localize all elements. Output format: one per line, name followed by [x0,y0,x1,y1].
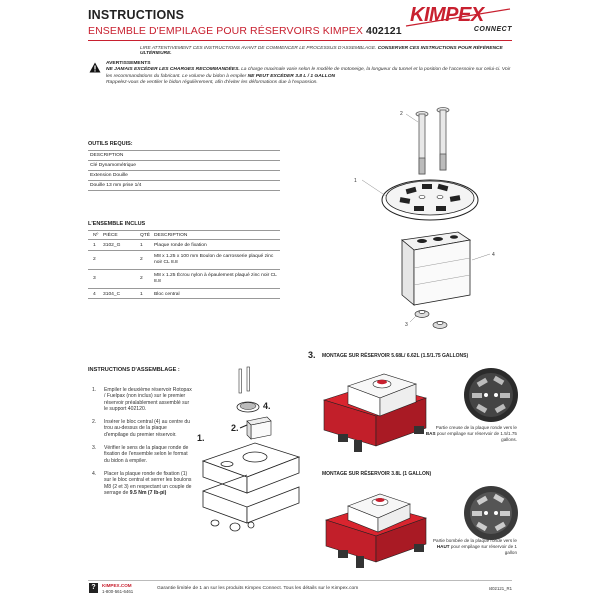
caption-text: Partie creuse de la plaque ronde vers le [435,425,517,430]
table-row [88,288,280,299]
page-subtitle [88,25,402,37]
large-caption [425,425,517,443]
step-text-plain: Placer la plaque ronde de fixation (1) sur le bloc central et serrer les boulons M8 (2 et 3) en respectant un couple de serrage de [104,470,192,496]
footer-site[interactable]: KIMPEX.COM [102,583,132,588]
assembly-step [92,445,192,464]
fig-label-1: 1. [197,433,205,443]
step-text: Vérifier le sens de la plaque ronde de fixation de l'ensemble selon le format du bidon à empiler. [104,445,189,464]
small-tank-diagram [322,482,432,572]
subtitle-text: ENSEMBLE D'EMPILAGE POUR RÉSERVOIRS KIMPEX [88,25,364,37]
warning-bold-1: NE JAMAIS EXCÉDER LES CHARGES RECOMMANDÉES. [106,67,240,73]
kit-cell: 1 [93,243,96,248]
kit-cell: 1 [140,292,143,297]
part-number: 402121 [366,25,402,37]
kit-col-part: PIÈCE [103,233,118,238]
callout-1: 1 [354,178,357,184]
large-tank-diagram [318,364,438,458]
assembly-step [92,419,192,438]
kit-col-desc: DESCRIPTION [154,233,188,238]
kit-cell: Bloc central [154,292,180,297]
fig-label-2: 2. [231,423,239,433]
caption-text: Partie bombée de la plaque ronde vers le [432,538,517,543]
header-divider [88,40,512,41]
intro-text [140,46,515,56]
step-number: 1. [92,387,97,393]
intro-plain: LIRE ATTENTIVEMENT CES INSTRUCTIONS AVANT DE COMMENCER LE PROCESSUS D'ASSEMBLAGE. [140,46,377,51]
step-number: 2. [92,419,97,426]
kit-col-qty: QTÉ [140,233,151,238]
assembly-step [92,471,192,496]
warning-bold-2: NE PEUT EXCÉDER 3.8 L / 1 GALLON [247,73,336,79]
tools-item: Clé Dynamométrique [88,160,280,170]
small-caption [425,538,517,556]
table-row [88,269,280,288]
footer-doc-code: I402121_R1 [488,586,512,591]
kit-cell: 3102_G [103,243,121,248]
kit-header [88,230,280,239]
footer-phone: 1-800-561-6461 [102,589,134,594]
callout-2: 2 [400,111,403,117]
round-plate-drawing [382,180,478,220]
logo-connect: CONNECT [473,26,512,33]
footer-divider [88,580,512,581]
kit-cell: M8 x 1.25 x 100 mm Boulon de carrosserie plaqué zinc noir CL 8.8 [154,254,274,265]
caption-bold: BAS [425,431,436,436]
central-block-drawing [402,232,470,305]
step3-small-title: MONTAGE SUR RÉSERVOIR 3.8L (1 GALLON) [322,471,432,477]
kit-cell: M8 x 1.25 Écrou nylon à épaulement plaqué zinc noir CL 8.8 [154,273,277,284]
kit-cell: 2 [140,257,143,262]
kit-cell: 2 [93,257,96,262]
plate-convex-up-icon [462,484,520,542]
step-text: Insérer le bloc central (4) au centre du trou au-dessus de la plaque d'empilage du premier réservoir. [104,419,191,438]
step-number: 4. [92,470,97,477]
table-row [88,239,280,250]
step3-number: 3. [308,350,316,360]
exploded-parts-diagram [340,100,520,340]
warning-block [106,61,516,86]
nut-drawing [415,311,447,329]
warning-line-2: Rappelez-vous de ventiler le bidon régulièrement, afin d'éviter les déformations due à l'expansion. [106,79,318,85]
assembly-step [92,387,192,412]
fig-label-4: 4. [263,401,271,411]
stacked-tanks-diagram [195,365,305,540]
footer-warranty: Garantie limitée de 1 an sur les produits Kimpex Connect. Tous les détails sur le Kimpex.com [157,586,359,591]
kit-col-no: Nº [93,233,99,238]
question-icon: ? [89,583,98,593]
callout-4: 4 [492,252,495,258]
kit-cell: 2 [140,276,143,281]
table-row [88,250,280,269]
kit-cell: 3104_C [103,292,121,297]
tools-item: Douille 13 mm prise 1/4 [88,180,280,190]
assembly-steps [92,387,192,503]
kit-title: L'ENSEMBLE INCLUS [88,221,146,227]
assembly-title: INSTRUCTIONS D'ASSEMBLAGE : [88,367,180,373]
step-number: 3. [92,445,97,452]
warning-line-1 [106,67,516,80]
caption-text: pour empilage sur réservoir de 1.5/1.75 gallons. [436,431,517,442]
kit-cell: 4 [93,292,96,297]
warning-triangle-icon [89,62,101,73]
plate-concave-down-icon [462,366,520,424]
caption-text: pour empilage sur réservoir de 1 gallon [450,544,517,555]
tools-header: DESCRIPTION [88,150,280,160]
logo-wordmark: KIMPEX [410,4,484,26]
warning-text-1: La charge maximale varie selon le modèle de motoneige, la longueur du tunnel et la position de l'accessoire sur celui-ci. Voir les recommandations du fabricant. Le volume du bidon à empiler [106,67,511,79]
kit-cell: 3 [93,276,96,281]
bolt-drawing [416,108,449,175]
page-title: INSTRUCTIONS [88,8,185,22]
intro-bold: CONSERVER CES INSTRUCTIONS POUR RÉFÉRENCE ULTÉRIEURE. [140,46,503,56]
warning-heading: AVERTISSEMENTS [106,61,151,66]
caption-bold: HAUT [436,544,450,549]
kit-cell: 1 [140,243,143,248]
step-text [104,471,192,496]
kimpex-logo [404,6,512,36]
step3-large-title: MONTAGE SUR RÉSERVOIR 5.68L/ 6.62L (1.5/1.75 GALLONS) [322,353,469,359]
tools-title: OUTILS REQUIS: [88,141,133,147]
kit-cell: Plaque ronde de fixation [154,243,207,248]
step-text: Empiler le deuxième réservoir Rotopax / Fuelpax (non inclus) sur le premier réservoir préalablement assemblé sur le support 402120. [104,387,192,412]
callout-3: 3 [405,322,408,328]
tools-bottom-rule [88,190,280,191]
torque-value: 9.5 Nm (7 lb-pi) [129,489,167,496]
tools-item: Extension Douille [88,170,280,180]
